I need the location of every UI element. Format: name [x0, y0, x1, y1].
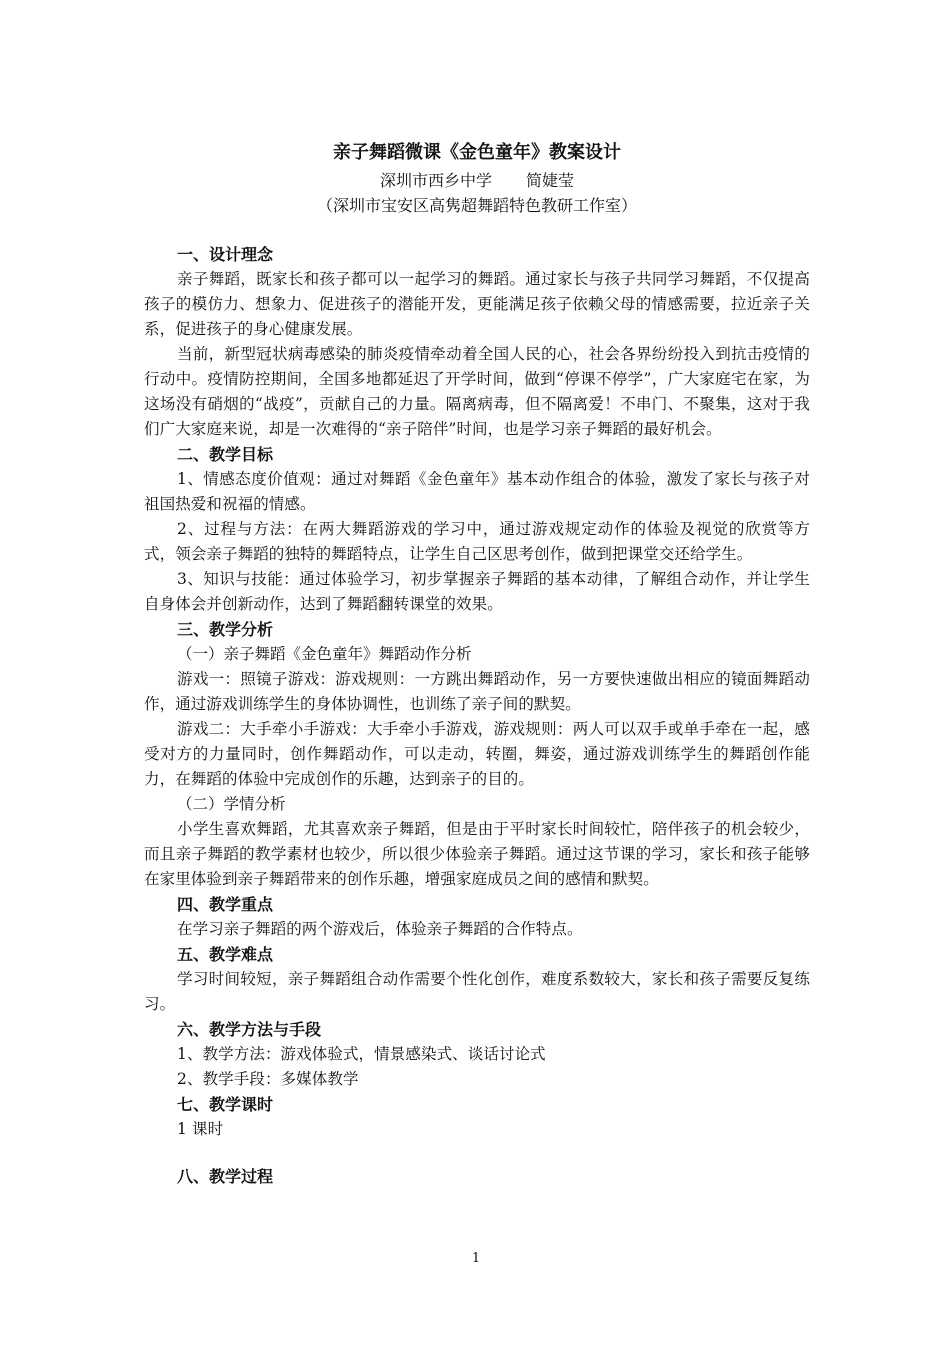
paragraph: 3、知识与技能：通过体验学习，初步掌握亲子舞蹈的基本动律，了解组合动作，并让学生自身体会并创新动作，达到了舞蹈翻转课堂的效果。 [144, 570, 810, 613]
paragraph: 2、教学手段：多媒体教学 [177, 1070, 359, 1088]
section-heading-teaching-goals: 二、教学目标 [177, 445, 274, 464]
paragraph: 1、教学方法：游戏体验式，情景感染式、谈话讨论式 [177, 1045, 546, 1063]
paragraph: 游戏一：照镜子游戏：游戏规则：一方跳出舞蹈动作，另一方要快速做出相应的镜面舞蹈动作，通过游戏训练学生的身体协调性，也训练了亲子间的默契。 [144, 670, 810, 713]
studio-line: （深圳市宝安区高隽超舞蹈特色教研工作室） [316, 196, 637, 215]
author-name: 简婕莹 [526, 171, 575, 190]
subheading-dance-analysis: （一）亲子舞蹈《金色童年》舞蹈动作分析 [177, 645, 472, 663]
paragraph: 2、过程与方法：在两大舞蹈游戏的学习中，通过游戏规定动作的体验及视觉的欣赏等方式，领会亲子舞蹈的独特的舞蹈特点，让学生自己区思考创作，做到把课堂交还给学生。 [144, 520, 810, 563]
section-heading-class-hours: 七、教学课时 [177, 1095, 274, 1114]
paragraph: 游戏二：大手牵小手游戏：大手牵小手游戏，游戏规则：两人可以双手或单手牵在一起，感受对方的力量同时，创作舞蹈动作，可以走动，转圈，舞姿，通过游戏训练学生的舞蹈创作能力，在舞蹈的体验中完成创作的乐趣，达到亲子的目的。 [144, 720, 810, 788]
paragraph: 1、情感态度价值观：通过对舞蹈《金色童年》基本动作组合的体验，激发了家长与孩子对祖国热爱和祝福的情感。 [144, 470, 810, 513]
section-heading-methods: 六、教学方法与手段 [177, 1020, 322, 1039]
paragraph: 1 课时 [177, 1120, 224, 1138]
paragraph: 小学生喜欢舞蹈，尤其喜欢亲子舞蹈，但是由于平时家长时间较忙，陪伴孩子的机会较少，而且亲子舞蹈的教学素材也较少，所以很少体验亲子舞蹈。通过这节课的学习，家长和孩子能够在家里体验到亲子舞蹈带来的创作乐趣，增强家庭成员之间的感情和默契。 [144, 820, 810, 888]
document-title: 亲子舞蹈微课《金色童年》教案设计 [333, 142, 621, 163]
paragraph: 当前，新型冠状病毒感染的肺炎疫情牵动着全国人民的心，社会各界纷纷投入到抗击疫情的行动中。疫情防控期间，全国多地都延迟了开学时间，做到“停课不停学”，广大家庭宅在家，为这场没有硝烟的“战疫”，贡献自己的力量。隔离病毒，但不隔离爱！不串门、不聚集，这对于我们广大家庭来说，却是一次难得的“亲子陪伴”时间，也是学习亲子舞蹈的最好机会。 [144, 345, 810, 438]
section-heading-difficulties: 五、教学难点 [177, 945, 274, 964]
section-heading-teaching-process: 八、教学过程 [177, 1167, 274, 1186]
author-line [144, 168, 810, 193]
paragraph: 亲子舞蹈，既家长和孩子都可以一起学习的舞蹈。通过家长与孩子共同学习舞蹈，不仅提高孩子的模仿力、想象力、促进孩子的潜能开发，更能满足孩子依赖父母的情感需要，拉近亲子关系，促进孩子的身心健康发展。 [144, 270, 810, 338]
page-number: 1 [471, 1251, 481, 1266]
section-heading-key-points: 四、教学重点 [177, 895, 274, 914]
paragraph: 学习时间较短，亲子舞蹈组合动作需要个性化创作，难度系数较大，家长和孩子需要反复练习。 [144, 970, 810, 1013]
section-heading-teaching-analysis: 三、教学分析 [177, 620, 274, 639]
author-school: 深圳市西乡中学 [379, 171, 492, 190]
paragraph: 在学习亲子舞蹈的两个游戏后，体验亲子舞蹈的合作特点。 [177, 920, 583, 938]
section-heading-design-concept: 一、设计理念 [177, 245, 274, 264]
subheading-learner-analysis: （二）学情分析 [177, 795, 286, 813]
document-body [144, 138, 810, 1189]
